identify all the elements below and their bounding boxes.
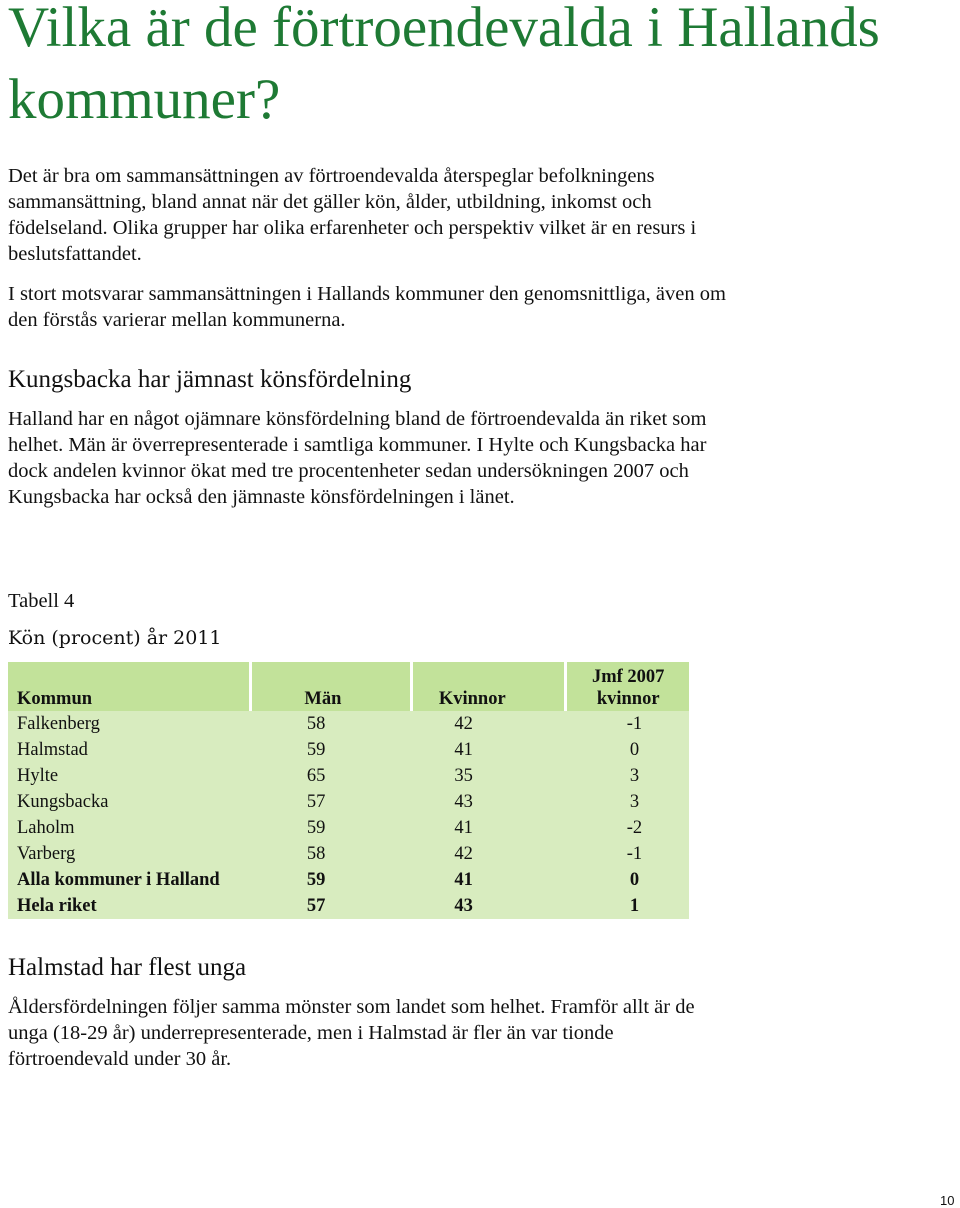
- table-row: [8, 737, 689, 763]
- cell-kvinnor: 41: [411, 737, 566, 763]
- cell-kvinnor: 35: [411, 763, 566, 789]
- table-row-total-riket: [8, 893, 689, 919]
- cell-jmf: -1: [566, 711, 689, 737]
- header-jmf: [566, 662, 689, 711]
- cell-kommun: Hela riket: [8, 893, 251, 919]
- cell-man: 65: [251, 763, 411, 789]
- cell-jmf: 3: [566, 763, 689, 789]
- table-label: Tabell 4: [8, 590, 75, 612]
- table-caption: Kön (procent) år 2011: [8, 627, 222, 649]
- cell-man: 57: [251, 789, 411, 815]
- header-kommun: Kommun: [8, 662, 251, 711]
- table-row: [8, 815, 689, 841]
- header-man: Män: [251, 662, 411, 711]
- cell-kvinnor: 43: [411, 893, 566, 919]
- cell-jmf: 0: [566, 867, 689, 893]
- cell-kommun: Varberg: [8, 841, 251, 867]
- cell-jmf: 1: [566, 893, 689, 919]
- section-heading-gender: Kungsbacka har jämnast könsfördelning: [8, 366, 412, 393]
- header-kvinnor: Kvinnor: [411, 662, 566, 711]
- cell-man: 58: [251, 711, 411, 737]
- table-row: [8, 711, 689, 737]
- header-jmf-line2: kvinnor: [596, 689, 660, 709]
- cell-jmf: 3: [566, 789, 689, 815]
- cell-kommun: Laholm: [8, 815, 251, 841]
- cell-kvinnor: 41: [411, 815, 566, 841]
- table-row: [8, 763, 689, 789]
- section-text-gender: Halland har en något ojämnare könsfördelning bland de förtroendevalda än riket som helhet. Män är överrepresenterade i samtliga kommuner. I Hylte och Kungsbacka har dock andelen kvinnor ökat med tre procentenheter sedan undersökningen 2007 och Kungsbacka har också den jämnaste könsfördelningen i länet.: [8, 408, 707, 508]
- cell-man: 59: [251, 815, 411, 841]
- section-text-age: Åldersfördelningen följer samma mönster som landet som helhet. Framför allt är de unga (18-29 år) underrepresenterade, men i Halmstad är fler än var tionde förtroendevald under 30 år.: [8, 996, 695, 1070]
- page-number: 10: [940, 1193, 955, 1208]
- cell-man: 59: [251, 737, 411, 763]
- cell-kommun: Halmstad: [8, 737, 251, 763]
- cell-man: 59: [251, 867, 411, 893]
- cell-kommun: Hylte: [8, 763, 251, 789]
- cell-jmf: -2: [566, 815, 689, 841]
- table-row: [8, 789, 689, 815]
- page-title: Vilka är de förtroendevalda i Hallands kommuner?: [8, 0, 880, 131]
- section-heading-age: Halmstad har flest unga: [8, 954, 247, 981]
- table-header-row: [8, 662, 689, 711]
- table-row: [8, 841, 689, 867]
- cell-kvinnor: 41: [411, 867, 566, 893]
- cell-man: 57: [251, 893, 411, 919]
- cell-kvinnor: 43: [411, 789, 566, 815]
- table-row-total-halland: [8, 867, 689, 893]
- cell-kommun: Falkenberg: [8, 711, 251, 737]
- intro-paragraph: Det är bra om sammansättningen av förtroendevalda återspeglar befolkningens sammansättning, bland annat när det gäller kön, ålder, utbildning, inkomst och födelseland. Olika grupper har olika erfarenheter och perspektiv vilket är en resurs i beslutsfattandet.: [8, 165, 697, 265]
- cell-jmf: 0: [566, 737, 689, 763]
- cell-kommun: Alla kommuner i Halland: [8, 867, 251, 893]
- cell-kommun: Kungsbacka: [8, 789, 251, 815]
- cell-jmf: -1: [566, 841, 689, 867]
- cell-kvinnor: 42: [411, 711, 566, 737]
- cell-kvinnor: 42: [411, 841, 566, 867]
- cell-man: 58: [251, 841, 411, 867]
- paragraph-2: I stort motsvarar sammansättningen i Hallands kommuner den genomsnittliga, även om den förstås varierar mellan kommunerna.: [8, 283, 726, 331]
- header-jmf-line1: Jmf 2007: [591, 667, 665, 687]
- gender-table: [8, 662, 689, 919]
